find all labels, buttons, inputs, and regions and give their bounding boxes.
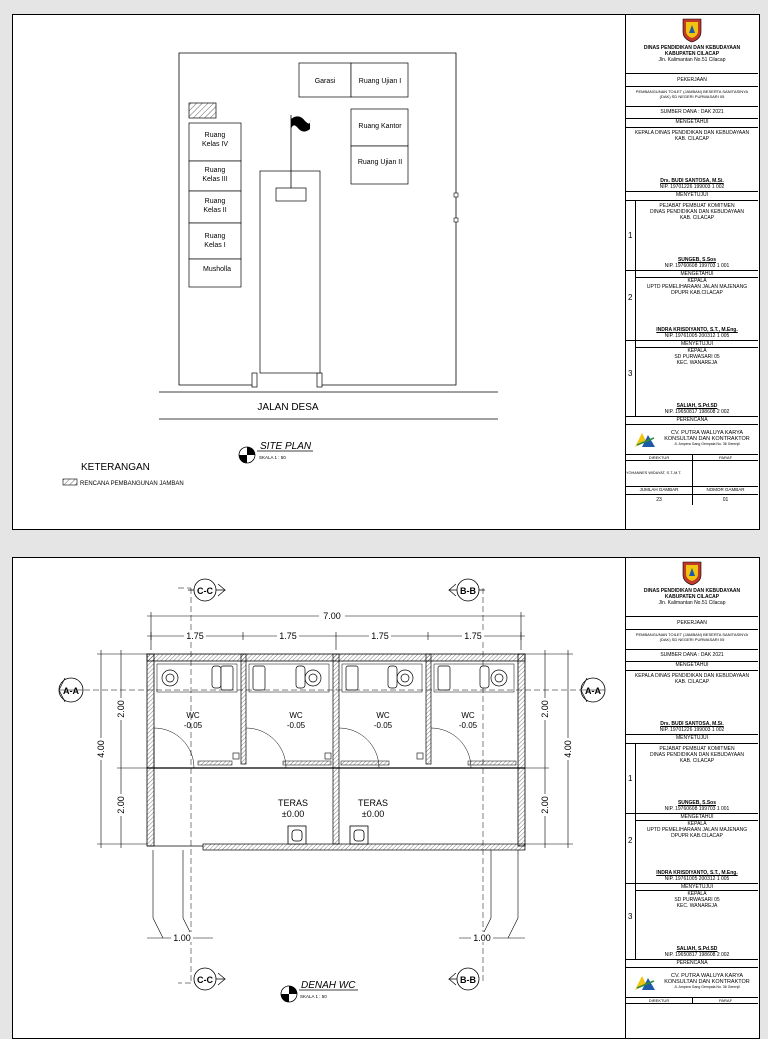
wc-level-2: -0.05 bbox=[286, 721, 306, 730]
section-label-cc-top: C-C bbox=[197, 586, 213, 596]
nomor-gambar-label: NOMOR GAMBAR bbox=[706, 487, 745, 492]
site-plan-scale: SKALA 1 : 50 bbox=[259, 455, 286, 460]
sd-line-2: KEC. WANAREJA bbox=[676, 903, 718, 909]
agency-line-2: KABUPATEN CILACAP bbox=[664, 51, 720, 57]
label-ujian-1: Ruang Ujian I bbox=[358, 78, 402, 85]
uptd-line-1: UPTD PEMELIHARAAN JALAN MAJENANG bbox=[646, 827, 748, 833]
firm-logo-icon-2 bbox=[634, 975, 656, 991]
firm-line-1: CV. PUTRA WALUYA KARYA bbox=[670, 430, 744, 436]
wc-level-4: -0.05 bbox=[458, 721, 478, 730]
agency-line-1: DINAS PENDIDIKAN DAN KEBUDAYAAN bbox=[643, 45, 741, 51]
agency-address: Jln. Kalimantan No.51 Cilacap bbox=[658, 600, 726, 606]
dimension-bottom-right: 1.00 bbox=[473, 933, 491, 943]
denah-wc-drawing bbox=[13, 558, 625, 1028]
dimension-right-upper: 2.00 bbox=[540, 700, 550, 718]
label-kelas-4: Ruang Kelas IV bbox=[201, 132, 229, 148]
label-kelas-1: Ruang Kelas I bbox=[204, 233, 226, 249]
ppk-line-1: PEJABAT PEMBUAT KOMITMEN bbox=[659, 746, 735, 752]
dimension-left-lower: 2.00 bbox=[116, 796, 126, 814]
kepala-label-1: KEPALA bbox=[687, 278, 707, 284]
ppk-line-2: DINAS PENDIDIKAN DAN KEBUDAYAAN bbox=[649, 752, 744, 758]
dimension-unit-1: 1.75 bbox=[186, 631, 204, 641]
kepala-dinas-label: KEPALA DINAS PENDIDIKAN DAN KEBUDAYAAN KAB. CILACAP bbox=[634, 130, 750, 142]
dimension-bottom-left: 1.00 bbox=[173, 933, 191, 943]
mengetahui-label: MENGETAHUI bbox=[626, 662, 758, 671]
room-musholla bbox=[189, 259, 241, 287]
teras-level-1: ±0.00 bbox=[281, 809, 305, 819]
signatory-2-nip: NIP. 19760608 199703 1 001 bbox=[664, 806, 730, 812]
agency-address: Jln. Kalimantan No.51 Cilacap bbox=[658, 57, 726, 63]
pekerjaan-label: PEKERJAAN bbox=[626, 617, 758, 630]
planned-toilet-area bbox=[189, 103, 216, 118]
approval-number-3: 3 bbox=[628, 369, 633, 378]
dimension-left-total: 4.00 bbox=[96, 740, 106, 758]
section-label-bb-top: B-B bbox=[460, 586, 476, 596]
dimension-total-label: 7.00 bbox=[323, 611, 341, 621]
menyetujui-label: MENYETUJUI bbox=[626, 192, 758, 201]
drawing-sheet-denah-wc bbox=[12, 557, 760, 1039]
dimension-left-upper: 2.00 bbox=[116, 700, 126, 718]
signatory-1-nip: NIP. 19701226 199003 1 002 bbox=[659, 727, 725, 733]
nomor-gambar-value: 01 bbox=[722, 497, 729, 503]
gate-post-left bbox=[252, 373, 257, 387]
gate-post-right bbox=[317, 373, 322, 387]
pekerjaan-text: PEMBANGUNAN TOILET (JAMBAN) BESERTA SANITASINYA (DAK) SD NEGERI PURWASARI 05 bbox=[626, 630, 758, 650]
sd-line-1: SD PURWASARI 05 bbox=[674, 897, 720, 903]
label-kantor: Ruang Kantor bbox=[358, 123, 402, 130]
uptd-line-1: UPTD PEMELIHARAAN JALAN MAJENANG bbox=[646, 284, 748, 290]
denah-title: DENAH WC bbox=[301, 980, 356, 991]
sumber-dana: SUMBER DANA : DAK 2021 bbox=[626, 107, 758, 119]
direktur-label: DIREKTUR bbox=[626, 998, 693, 1003]
sd-line-1: SD PURWASARI 05 bbox=[674, 354, 720, 360]
uptd-line-2: DPUPR KAB.CILACAP bbox=[671, 833, 723, 839]
wc-level-3: -0.05 bbox=[373, 721, 393, 730]
label-garasi: Garasi bbox=[314, 78, 336, 85]
agency-line-1: DINAS PENDIDIKAN DAN KEBUDAYAAN bbox=[643, 588, 741, 594]
teras-level-2: ±0.00 bbox=[361, 809, 385, 819]
drawing-sheet-site-plan bbox=[12, 14, 760, 530]
direktur-name: YOHANNES WIDAYAT, S.T.,M.T. bbox=[626, 461, 693, 486]
legend-hatch-swatch bbox=[63, 479, 77, 485]
agency-line-2: KABUPATEN CILACAP bbox=[664, 594, 720, 600]
legend-item: RENCANA PEMBANGUNAN JAMBAN bbox=[80, 481, 184, 487]
kepala-label-2: KEPALA bbox=[687, 348, 707, 354]
firm-address: Jl. Ampera Gang Gempala No. 36 Gerenjii bbox=[674, 985, 740, 989]
mengetahui-label-2: MENGETAHUI bbox=[636, 271, 758, 278]
label-ujian-2: Ruang Ujian II bbox=[357, 159, 403, 166]
site-plan-drawing bbox=[13, 15, 625, 529]
dimension-unit-2: 1.75 bbox=[279, 631, 297, 641]
flag-icon bbox=[291, 116, 310, 131]
signatory-2-name: SUNGEB, S.Sos bbox=[677, 257, 717, 263]
mengetahui-label: MENGETAHUI bbox=[626, 119, 758, 128]
signatory-3-name: INDRA KRISDIYANTO, S.T., M.Eng. bbox=[656, 327, 738, 333]
paraf-label: PARAF bbox=[718, 455, 733, 460]
sumber-dana: SUMBER DANA : DAK 2021 bbox=[626, 650, 758, 662]
perencana-label: PERENCANA bbox=[626, 960, 758, 968]
sd-line-2: KEC. WANAREJA bbox=[676, 360, 718, 366]
section-label-cc-bottom: C-C bbox=[197, 975, 213, 985]
teras-label-1: TERAS bbox=[277, 798, 309, 808]
approval-number-2: 2 bbox=[628, 836, 633, 845]
section-label-bb-bottom: B-B bbox=[460, 975, 476, 985]
kepala-label-2: KEPALA bbox=[687, 891, 707, 897]
legend-title: KETERANGAN bbox=[81, 462, 150, 473]
wc-label-4: WC bbox=[461, 711, 475, 720]
site-plan-title: SITE PLAN bbox=[260, 441, 312, 452]
approval-number-1: 1 bbox=[628, 231, 633, 240]
section-label-aa-left: A-A bbox=[63, 686, 79, 696]
label-kelas-2: Ruang Kelas II bbox=[203, 198, 227, 214]
title-block-2 bbox=[625, 558, 758, 1038]
regency-emblem-icon-2 bbox=[681, 560, 703, 586]
label-kelas-3: Ruang Kelas III bbox=[202, 167, 228, 183]
firm-logo-icon bbox=[634, 432, 656, 448]
kepala-label-1: KEPALA bbox=[687, 821, 707, 827]
ppk-line-2: DINAS PENDIDIKAN DAN KEBUDAYAAN bbox=[649, 209, 744, 215]
pekerjaan-text: PEMBANGUNAN TOILET (JAMBAN) BESERTA SANITASINYA (DAK) SD NEGERI PURWASARI 05 bbox=[626, 87, 758, 107]
signatory-2-name: SUNGEB, S.Sos bbox=[677, 800, 717, 806]
signatory-3-nip: NIP. 19761005 200312 1 005 bbox=[664, 333, 730, 339]
road-label: JALAN DESA bbox=[257, 402, 319, 413]
kepala-dinas-label: KEPALA DINAS PENDIDIKAN DAN KEBUDAYAAN KAB. CILACAP bbox=[634, 673, 750, 685]
section-label-aa-right: A-A bbox=[585, 686, 601, 696]
wc-label-3: WC bbox=[376, 711, 390, 720]
firm-line-2: KONSULTAN DAN KONTRAKTOR bbox=[664, 436, 750, 442]
signatory-1-nip: NIP. 19701226 199003 1 002 bbox=[659, 184, 725, 190]
denah-scale: SKALA 1 : 50 bbox=[300, 994, 327, 999]
signatory-1-name: Drs. BUDI SANTOSA, M.Si. bbox=[660, 721, 724, 727]
wc-label-1: WC bbox=[186, 711, 200, 720]
building-plan bbox=[147, 654, 525, 938]
dimension-right-total: 4.00 bbox=[563, 740, 573, 758]
signatory-4-name: SALIAH, S.Pd.SD bbox=[676, 946, 718, 952]
signatory-1-name: Drs. BUDI SANTOSA, M.Si. bbox=[660, 178, 724, 184]
ppk-line-3: KAB. CILACAP bbox=[679, 215, 715, 221]
wc-label-2: WC bbox=[289, 711, 303, 720]
menyetujui-label-2: MENYETUJUI bbox=[636, 341, 758, 348]
approval-number-3: 3 bbox=[628, 912, 633, 921]
signatory-4-nip: NIP. 19650817 198608 2 002 bbox=[664, 952, 730, 958]
flag-base bbox=[276, 188, 306, 201]
pekerjaan-label: PEKERJAAN bbox=[626, 74, 758, 87]
direktur-label: DIREKTUR bbox=[626, 455, 693, 460]
regency-emblem-icon bbox=[681, 17, 703, 43]
signatory-4-name: SALIAH, S.Pd.SD bbox=[676, 403, 718, 409]
teras-label-2: TERAS bbox=[357, 798, 389, 808]
paraf-label: PARAF bbox=[718, 998, 733, 1003]
jumlah-gambar-value: 23 bbox=[626, 495, 693, 505]
signatory-4-nip: NIP. 19650817 198608 2 002 bbox=[664, 409, 730, 415]
uptd-line-2: DPUPR KAB.CILACAP bbox=[671, 290, 723, 296]
firm-line-2: KONSULTAN DAN KONTRAKTOR bbox=[664, 979, 750, 985]
signatory-3-nip: NIP. 19761005 200312 1 005 bbox=[664, 876, 730, 882]
firm-address: Jl. Ampera Gang Gempala No. 36 Gerenjii bbox=[674, 442, 740, 446]
firm-line-1: CV. PUTRA WALUYA KARYA bbox=[670, 973, 744, 979]
ppk-line-3: KAB. CILACAP bbox=[679, 758, 715, 764]
jumlah-gambar-label: JUMLAH GAMBAR bbox=[626, 487, 693, 494]
signatory-3-name: INDRA KRISDIYANTO, S.T., M.Eng. bbox=[656, 870, 738, 876]
label-musholla: Musholla bbox=[203, 266, 232, 273]
perencana-label: PERENCANA bbox=[626, 417, 758, 425]
ppk-line-1: PEJABAT PEMBUAT KOMITMEN bbox=[659, 203, 735, 209]
menyetujui-label: MENYETUJUI bbox=[626, 735, 758, 744]
signatory-2-nip: NIP. 19760608 199703 1 001 bbox=[664, 263, 730, 269]
approval-number-2: 2 bbox=[628, 293, 633, 302]
menyetujui-label-2: MENYETUJUI bbox=[636, 884, 758, 891]
approval-number-1: 1 bbox=[628, 774, 633, 783]
title-block bbox=[625, 15, 758, 529]
mengetahui-label-2: MENGETAHUI bbox=[636, 814, 758, 821]
dimension-unit-4: 1.75 bbox=[464, 631, 482, 641]
dimension-unit-3: 1.75 bbox=[371, 631, 389, 641]
dimension-right-lower: 2.00 bbox=[540, 796, 550, 814]
wc-level-1: -0.05 bbox=[183, 721, 203, 730]
